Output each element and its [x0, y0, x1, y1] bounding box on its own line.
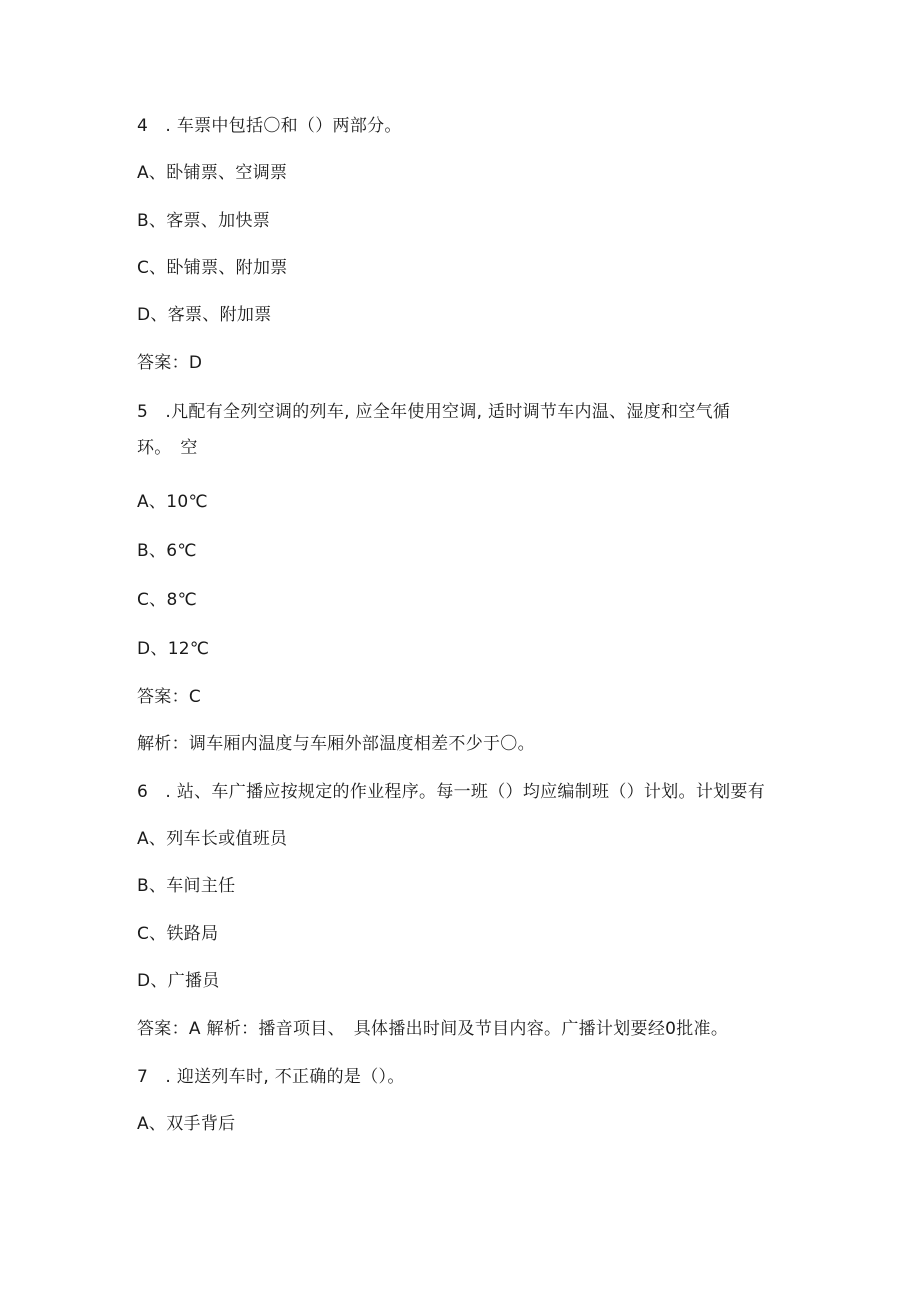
question-6-answer-analysis: 答案：A 解析：播音项目、 具体播出时间及节目内容。广播计划要经0批准。 — [137, 1019, 729, 1039]
question-5-option-d: D、12℃ — [137, 639, 210, 659]
question-4-option-a: A、卧铺票、空调票 — [137, 163, 288, 183]
question-7-option-a: A、双手背后 — [137, 1114, 236, 1134]
question-5-text-line-1: 5 .凡配有全列空调的列车, 应全年使用空调, 适时调节车内温、湿度和空气循 — [137, 402, 731, 422]
question-6-option-a: A、列车长或值班员 — [137, 829, 288, 849]
question-4-option-c: C、卧铺票、附加票 — [137, 258, 288, 278]
question-5-text-line-2: 环。 空 — [137, 438, 198, 458]
question-4-text: 4 . 车票中包括〇和（）两部分。 — [137, 116, 402, 136]
question-5-analysis: 解析：调车厢内温度与车厢外部温度相差不少于〇。 — [137, 734, 535, 754]
question-6-option-d: D、广播员 — [137, 971, 220, 991]
question-4-option-d: D、客票、附加票 — [137, 305, 272, 325]
question-4-answer: 答案：D — [137, 353, 203, 373]
question-6-text: 6 . 站、车广播应按规定的作业程序。每一班（）均应编制班（）计划。计划要有 — [137, 782, 766, 802]
question-4-option-b: B、客票、加快票 — [137, 211, 271, 231]
question-5-option-c: C、8℃ — [137, 590, 197, 610]
question-6-option-c: C、铁路局 — [137, 924, 219, 944]
question-5-option-b: B、6℃ — [137, 541, 197, 561]
question-7-text: 7 . 迎送列车时, 不正确的是（）。 — [137, 1067, 405, 1087]
question-5-answer: 答案：C — [137, 687, 202, 707]
question-5-option-a: A、10℃ — [137, 492, 208, 512]
question-6-option-b: B、车间主任 — [137, 876, 236, 896]
